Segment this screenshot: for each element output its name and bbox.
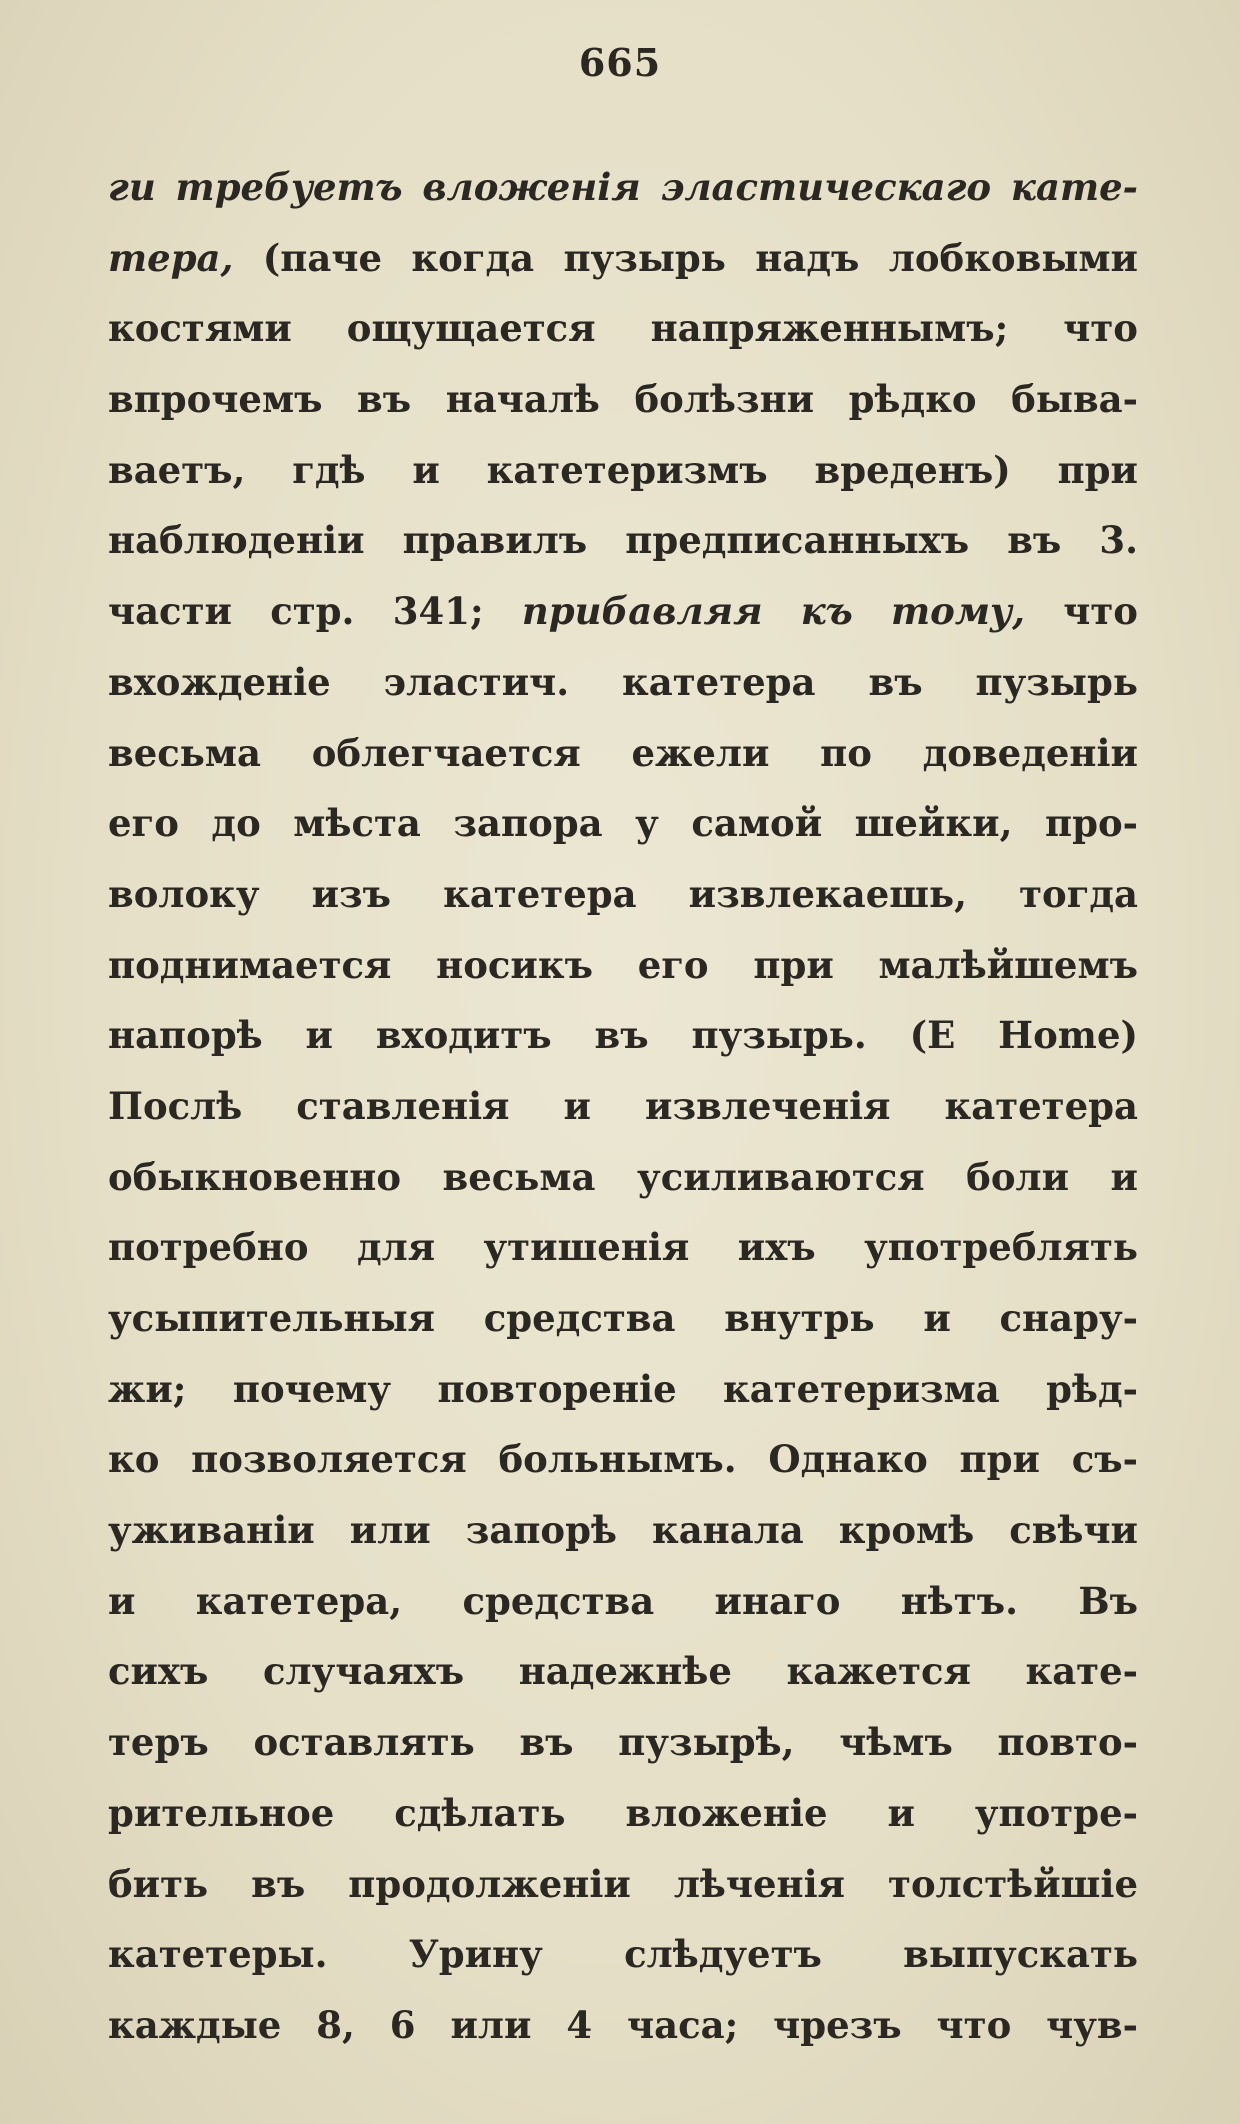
text-line	[108, 505, 1138, 576]
text-segment: впрочемъ въ началѣ болѣзни рѣдко быва-	[108, 377, 1138, 422]
text-segment: усыпительныя средства внутрь и снару-	[108, 1296, 1138, 1340]
text-line	[108, 1495, 1138, 1566]
text-segment: весьма облегчается ежели по доведеніи	[108, 730, 1138, 775]
text-line	[108, 1071, 1138, 1142]
italic-text-segment: прибавляя къ тому,	[521, 589, 1026, 634]
text-segment: Послѣ ставленія и извлеченія катетера	[108, 1083, 1138, 1128]
text-segment: ко позволяется больнымъ. Однако при съ-	[108, 1437, 1138, 1482]
text-line	[108, 859, 1138, 930]
text-line	[108, 1424, 1138, 1495]
text-segment: и катетера, средства инаго нѣтъ. Въ	[108, 1578, 1138, 1623]
text-line	[108, 293, 1138, 364]
text-line	[108, 1636, 1138, 1707]
text-segment: потребно для утишенія ихъ употреблять	[108, 1225, 1138, 1270]
text-segment: поднимается носикъ его при малѣйшемъ	[108, 942, 1138, 987]
text-line	[108, 788, 1138, 859]
text-segment: напорѣ и входитъ въ пузырь. (E Home)	[108, 1013, 1138, 1058]
text-segment: жи; почему повтореніе катетеризма рѣд-	[108, 1366, 1138, 1411]
italic-text-segment: ги требуетъ вложенія эластическаго кате-	[108, 165, 1138, 209]
page-number: 665	[578, 40, 662, 85]
text-line	[108, 1919, 1138, 1990]
text-line	[108, 576, 1138, 647]
text-line	[108, 364, 1138, 435]
text-line	[108, 1283, 1138, 1354]
text-segment: сихъ случаяхъ надежнѣе кажется кате-	[108, 1649, 1138, 1694]
body-text	[108, 152, 1138, 2061]
italic-text-segment: тера,	[108, 235, 234, 280]
text-line	[108, 1566, 1138, 1637]
text-segment: вхожденіе эластич. катетера въ пузырь	[108, 659, 1138, 704]
text-segment: костями ощущается напряженнымъ; что	[108, 306, 1138, 351]
text-line	[108, 223, 1138, 294]
text-segment: волоку изъ катетера извлекаешь, тогда	[108, 871, 1138, 916]
text-segment: (паче когда пузырь надъ лобковыми	[233, 235, 1138, 280]
text-line	[108, 1354, 1138, 1425]
text-line	[108, 1778, 1138, 1849]
text-segment: катетеры. Урину слѣдуетъ выпускать	[108, 1932, 1138, 1977]
text-segment: рительное сдѣлать вложеніе и употре-	[108, 1790, 1138, 1835]
text-segment: наблюденіи правилъ предписанныхъ въ 3.	[108, 518, 1138, 563]
text-line	[108, 1990, 1138, 2061]
text-line	[108, 718, 1138, 789]
text-line	[108, 1849, 1138, 1920]
text-line	[108, 1000, 1138, 1071]
text-line	[108, 647, 1138, 718]
text-segment: его до мѣста запора у самой шейки, про-	[108, 801, 1138, 846]
text-segment: ваетъ, гдѣ и катетеризмъ вреденъ) при	[108, 447, 1138, 492]
text-segment: части стр. 341;	[108, 589, 522, 634]
text-line	[108, 435, 1138, 506]
text-line	[108, 1707, 1138, 1778]
text-line	[108, 1212, 1138, 1283]
text-line	[108, 930, 1138, 1001]
text-segment: каждые 8, 6 или 4 часа; чрезъ что чув-	[108, 2002, 1138, 2047]
text-segment: уживаніи или запорѣ канала кромѣ свѣчи	[108, 1508, 1138, 1553]
text-segment: обыкновенно весьма усиливаются боли и	[108, 1154, 1138, 1199]
text-line	[108, 152, 1138, 223]
text-segment: теръ оставлять въ пузырѣ, чѣмъ повто-	[108, 1720, 1138, 1765]
text-segment: бить въ продолженіи лѣченія толстѣйшіе	[108, 1861, 1138, 1906]
text-line	[108, 1142, 1138, 1213]
text-segment: что	[1025, 589, 1138, 634]
